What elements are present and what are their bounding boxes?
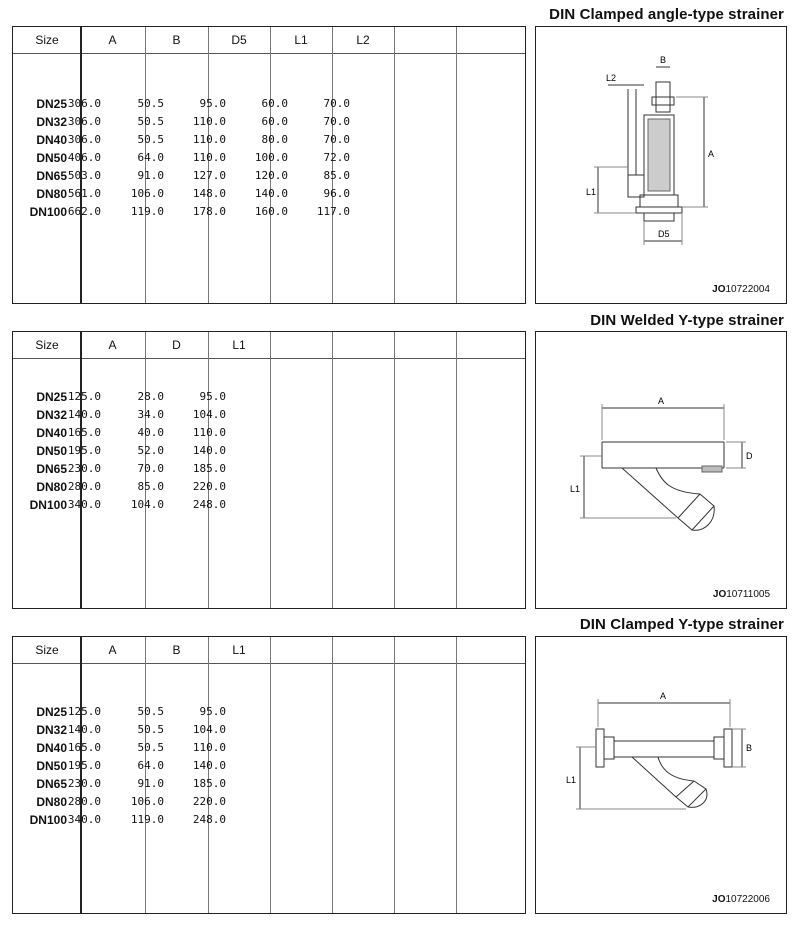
spec-table: [12, 26, 526, 304]
value-cell: 140.0: [192, 444, 226, 457]
section-title: DIN Clamped Y-type strainer: [579, 616, 784, 633]
value-cell: 195.0: [67, 444, 101, 457]
value-cell: 165.0: [67, 426, 101, 439]
size-cell: DN80: [36, 795, 67, 809]
value-cell: 220.0: [192, 795, 226, 808]
value-cell: 503.0: [67, 169, 101, 182]
value-cell: 52.0: [137, 444, 164, 457]
size-cell: DN50: [36, 444, 67, 458]
size-cell: DN100: [29, 205, 67, 219]
drawing-code: JO10722004: [712, 284, 770, 295]
value-cell: 104.0: [192, 723, 226, 736]
value-cell: 110.0: [192, 741, 226, 754]
value-cell: 64.0: [137, 151, 164, 164]
value-cell: 280.0: [67, 795, 101, 808]
value-cell: 95.0: [199, 390, 226, 403]
size-cell: DN65: [36, 777, 67, 791]
value-cell: 64.0: [137, 759, 164, 772]
value-cell: 140.0: [67, 408, 101, 421]
drawing-code: JO10711005: [712, 589, 770, 600]
dim-label-b: B: [660, 55, 667, 65]
size-cell: DN80: [36, 187, 67, 201]
value-cell: 140.0: [254, 187, 288, 200]
size-cell: DN40: [36, 133, 67, 147]
size-cell: DN25: [36, 705, 67, 719]
value-cell: 125.0: [67, 705, 101, 718]
size-cell: DN50: [36, 151, 67, 165]
value-cell: 119.0: [130, 813, 164, 826]
value-cell: 34.0: [137, 408, 164, 421]
dim-label-a: A: [708, 149, 715, 159]
size-cell: DN25: [36, 97, 67, 111]
value-cell: 50.5: [137, 705, 164, 718]
size-cell: DN100: [29, 813, 67, 827]
value-cell: 120.0: [254, 169, 288, 182]
value-cell: 70.0: [323, 133, 350, 146]
drawing-panel: [535, 636, 787, 914]
value-cell: 85.0: [323, 169, 350, 182]
value-cell: 306.0: [67, 115, 101, 128]
value-cell: 110.0: [192, 115, 226, 128]
value-cell: 125.0: [67, 390, 101, 403]
value-cell: 106.0: [130, 795, 164, 808]
value-cell: 110.0: [192, 133, 226, 146]
header-l2: L2: [356, 33, 370, 47]
size-cell: DN40: [36, 426, 67, 440]
value-cell: 50.5: [137, 723, 164, 736]
dim-label-d: D: [746, 451, 753, 461]
dim-label-l1: L1: [570, 484, 581, 494]
value-cell: 72.0: [323, 151, 350, 164]
clamped-y-strainer-drawing: [536, 637, 786, 913]
size-cell: DN32: [36, 115, 67, 129]
value-cell: 140.0: [192, 759, 226, 772]
value-cell: 340.0: [67, 498, 101, 511]
value-cell: 110.0: [192, 151, 226, 164]
value-cell: 160.0: [254, 205, 288, 218]
value-cell: 50.5: [137, 115, 164, 128]
value-cell: 50.5: [137, 741, 164, 754]
dim-label-a: A: [658, 396, 665, 406]
value-cell: 220.0: [192, 480, 226, 493]
dim-label-l1: L1: [586, 187, 597, 197]
section-title: DIN Clamped angle-type strainer: [549, 6, 784, 23]
value-cell: 60.0: [261, 97, 288, 110]
dim-label-a: A: [660, 691, 667, 701]
value-cell: 195.0: [67, 759, 101, 772]
size-cell: DN40: [36, 741, 67, 755]
value-cell: 230.0: [67, 462, 101, 475]
value-cell: 248.0: [192, 498, 226, 511]
header-l1: L1: [232, 338, 246, 352]
value-cell: 127.0: [192, 169, 226, 182]
value-cell: 306.0: [67, 97, 101, 110]
value-cell: 185.0: [192, 462, 226, 475]
header-b: B: [172, 643, 181, 657]
dim-label-b: B: [746, 743, 753, 753]
value-cell: 104.0: [192, 408, 226, 421]
value-cell: 70.0: [323, 97, 350, 110]
dim-label-d5: D5: [658, 229, 670, 239]
spec-table: [12, 331, 526, 609]
value-cell: 140.0: [67, 723, 101, 736]
value-cell: 119.0: [130, 205, 164, 218]
welded-y-strainer-drawing: [536, 332, 786, 608]
value-cell: 165.0: [67, 741, 101, 754]
value-cell: 110.0: [192, 426, 226, 439]
value-cell: 70.0: [137, 462, 164, 475]
value-cell: 28.0: [137, 390, 164, 403]
dim-label-l1: L1: [566, 775, 577, 785]
value-cell: 230.0: [67, 777, 101, 790]
header-a: A: [108, 338, 117, 352]
dim-label-l2: L2: [606, 73, 617, 83]
angle-strainer-drawing: [536, 27, 786, 303]
header-l1: L1: [232, 643, 246, 657]
section-title: DIN Welded Y-type strainer: [590, 312, 784, 329]
value-cell: 306.0: [67, 133, 101, 146]
value-cell: 91.0: [137, 169, 164, 182]
header-size: Size: [35, 643, 59, 657]
value-cell: 104.0: [130, 498, 164, 511]
value-cell: 561.0: [67, 187, 101, 200]
value-cell: 60.0: [261, 115, 288, 128]
size-cell: DN65: [36, 169, 67, 183]
value-cell: 248.0: [192, 813, 226, 826]
spec-table: [12, 636, 526, 914]
value-cell: 40.0: [137, 426, 164, 439]
size-cell: DN100: [29, 498, 67, 512]
header-a: A: [108, 643, 117, 657]
value-cell: 80.0: [261, 133, 288, 146]
value-cell: 70.0: [323, 115, 350, 128]
header-a: A: [108, 33, 117, 47]
size-cell: DN32: [36, 408, 67, 422]
value-cell: 178.0: [192, 205, 226, 218]
drawing-panel: [535, 26, 787, 304]
size-cell: DN80: [36, 480, 67, 494]
value-cell: 662.0: [67, 205, 101, 218]
size-cell: DN25: [36, 390, 67, 404]
value-cell: 406.0: [67, 151, 101, 164]
size-cell: DN50: [36, 759, 67, 773]
drawing-panel: [535, 331, 787, 609]
header-d5: D5: [231, 33, 247, 47]
value-cell: 106.0: [130, 187, 164, 200]
size-cell: DN32: [36, 723, 67, 737]
header-l1: L1: [294, 33, 308, 47]
header-size: Size: [35, 33, 59, 47]
value-cell: 117.0: [316, 205, 350, 218]
value-cell: 100.0: [254, 151, 288, 164]
header-size: Size: [35, 338, 59, 352]
value-cell: 50.5: [137, 133, 164, 146]
value-cell: 95.0: [199, 705, 226, 718]
size-cell: DN65: [36, 462, 67, 476]
value-cell: 50.5: [137, 97, 164, 110]
drawing-code: JO10722006: [712, 894, 770, 905]
value-cell: 96.0: [323, 187, 350, 200]
value-cell: 340.0: [67, 813, 101, 826]
value-cell: 280.0: [67, 480, 101, 493]
header-b: B: [172, 33, 181, 47]
value-cell: 91.0: [137, 777, 164, 790]
value-cell: 148.0: [192, 187, 226, 200]
value-cell: 85.0: [137, 480, 164, 493]
value-cell: 95.0: [199, 97, 226, 110]
value-cell: 185.0: [192, 777, 226, 790]
header-d: D: [172, 338, 181, 352]
